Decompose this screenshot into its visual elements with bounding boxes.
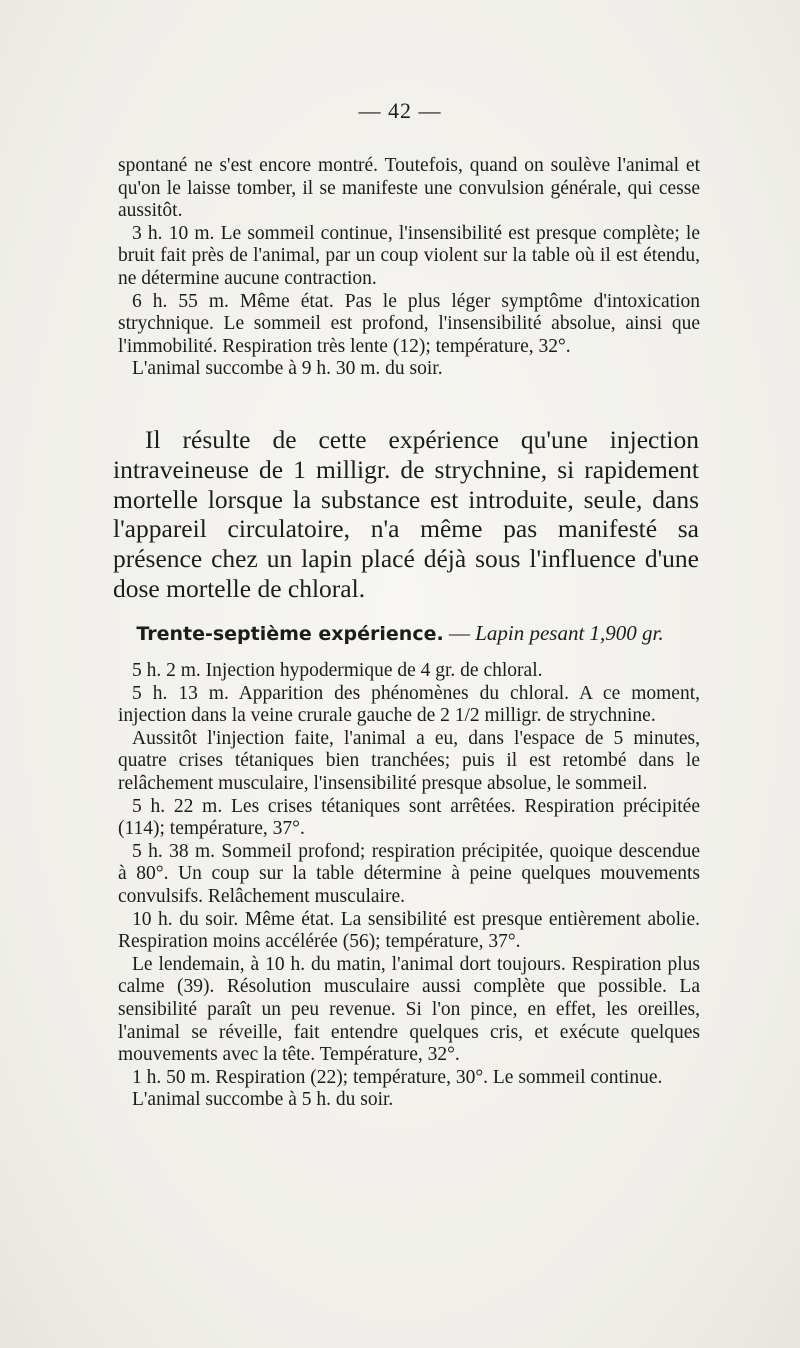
experiment-subject: Lapin pesant 1,900 gr. (475, 621, 664, 645)
experiment-text-block (118, 660, 700, 1112)
paragraph: L'animal succombe à 9 h. 30 m. du soir. (132, 358, 443, 380)
page-number: — 42 — (358, 98, 442, 123)
experiment-title: Trente-septième expérience. (136, 623, 444, 645)
paragraph: Le lendemain, à 10 h. du matin, l'animal dort toujours. Respiration plus calme (39). Résolution musculaire aussi complète que possible. La sensibilité paraît un peu revenue. Si l'on pince, en effet, les oreilles, l'animal se réveille, fait entendre quelques cris, et exécute quelques mouvements avec la tête. Température, 32°. (118, 953, 700, 1066)
paragraph: 5 h. 38 m. Sommeil profond; respiration précipitée, quoique descendue à 80°. Un coup sur la table détermine à peine quelques mouvements convulsifs. Relâchement musculaire. (118, 840, 700, 907)
conclusion-block (113, 425, 699, 604)
paragraph: 10 h. du soir. Même état. La sensibilité est presque entièrement abolie. Respiration moins accélérée (56); température, 37°. (118, 908, 700, 953)
paragraph: spontané ne s'est encore montré. Toutefois, quand on soulève l'animal et qu'on le laisse tomber, il se manifeste une convulsion générale, qui cesse aussitôt. (118, 155, 700, 222)
paragraph: 3 h. 10 m. Le sommeil continue, l'insensibilité est presque complète; le bruit fait près de l'animal, par un coup violent sur la table où il est étendu, ne détermine aucune contraction. (118, 222, 700, 289)
paragraph: 5 h. 2 m. Injection hypodermique de 4 gr. de chloral. (132, 660, 543, 681)
heading-separator: — (443, 621, 476, 645)
paragraph: Aussitôt l'injection faite, l'animal a eu, dans l'espace de 5 minutes, quatre crises tétaniques bien tranchées; puis il est retombé dans le relâchement musculaire, l'insensibilité presque absolue, le sommeil. (118, 727, 700, 794)
paragraph: 5 h. 22 m. Les crises tétaniques sont arrêtées. Respiration précipitée (114); température, 37°. (118, 795, 700, 840)
conclusion-paragraph: Il résulte de cette expérience qu'une injection intraveineuse de 1 milligr. de strychnine, si rapidement mortelle lorsque la substance est introduite, seule, dans l'appareil circulatoire, n'a même pas manifesté sa présence chez un lapin placé déjà sous l'influence d'une dose mortelle de chloral. (113, 425, 699, 603)
experiment-heading (0, 621, 800, 646)
intro-text-block (118, 155, 700, 381)
paragraph: 6 h. 55 m. Même état. Pas le plus léger symptôme d'intoxication strychnique. Le sommeil est profond, l'insensibilité absolue, ainsi que l'immobilité. Respiration très lente (12); température, 32°. (118, 290, 700, 357)
paragraph: 5 h. 13 m. Apparition des phénomènes du chloral. A ce moment, injection dans la veine crurale gauche de 2 1/2 milligr. de strychnine. (118, 682, 700, 727)
paragraph: L'animal succombe à 5 h. du soir. (132, 1089, 394, 1111)
paragraph: 1 h. 50 m. Respiration (22); température, 30°. Le sommeil continue. (132, 1066, 663, 1088)
